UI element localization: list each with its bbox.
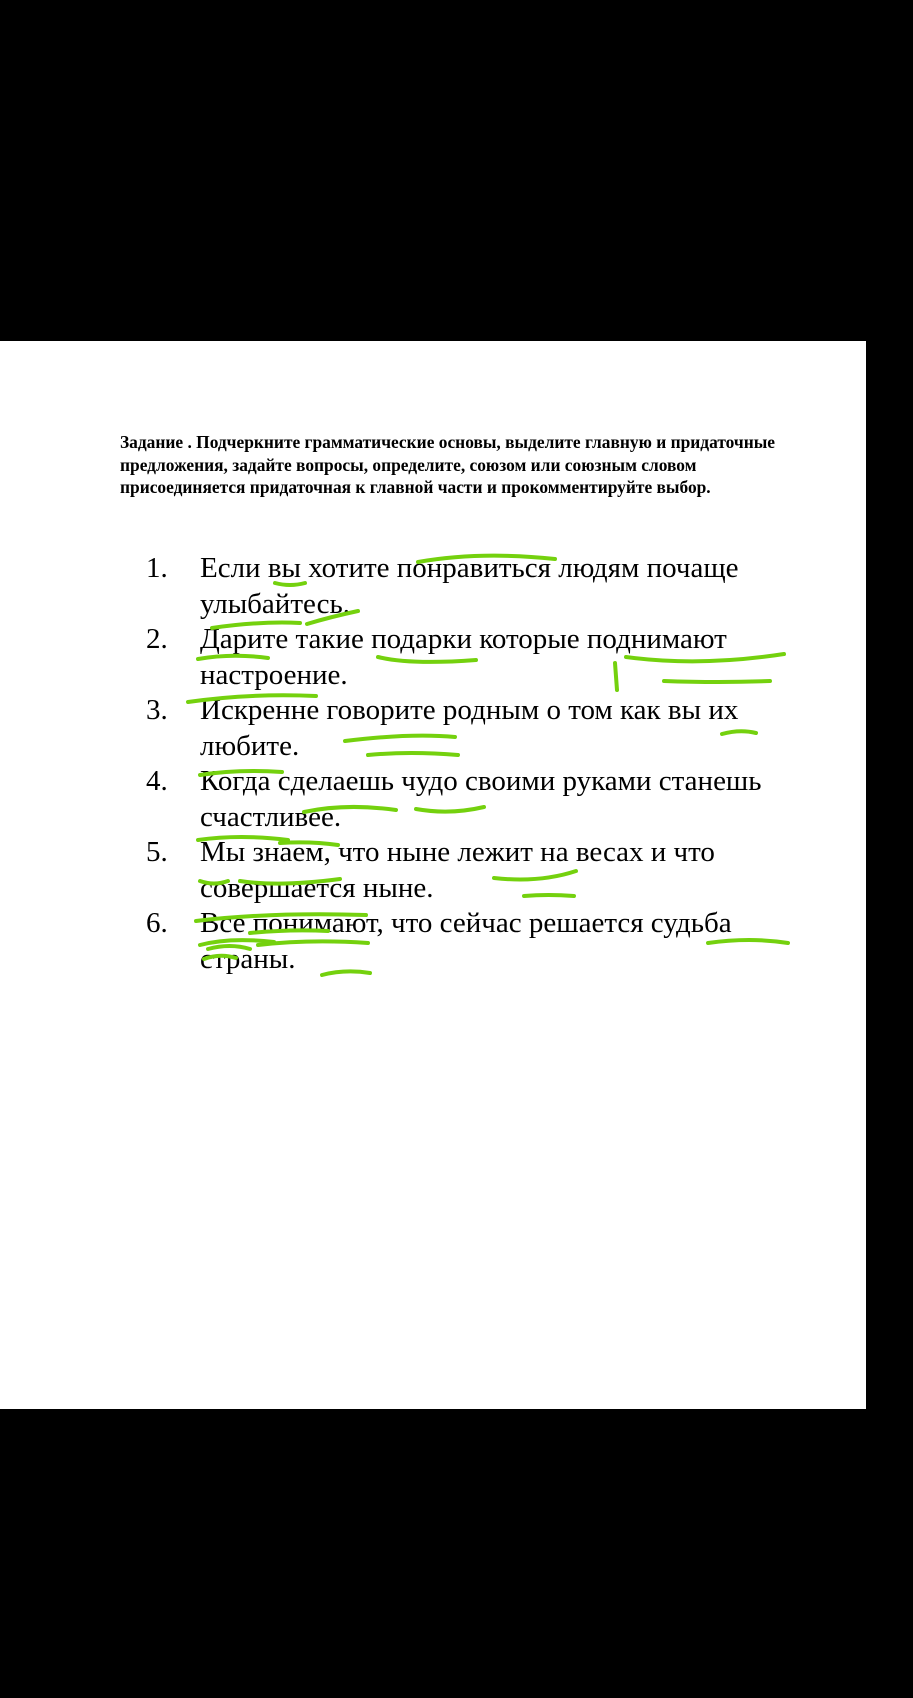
item-number: 5.: [146, 836, 168, 868]
task-instruction: Задание . Подчеркните грамматические основы, выделите главную и придаточные предложения, задайте вопросы, определите, союзом или союзным словом присоединяется придаточная к главной части и прокомментируйте выбор.: [120, 432, 776, 497]
item-text: Все понимают, что сейчас решается судьба страны.: [200, 907, 732, 975]
item-number: 1.: [146, 552, 168, 584]
document-page: [0, 341, 866, 1409]
item-text: Мы знаем, что ныне лежит на весах и что совершается ныне.: [200, 836, 715, 904]
item-text: Дарите такие подарки которые поднимают настроение.: [200, 623, 727, 691]
item-number: 6.: [146, 907, 168, 939]
item-number: 3.: [146, 694, 168, 726]
item-text: Если вы хотите понравиться людям почаще улыбайтесь.: [200, 552, 739, 620]
item-number: 2.: [146, 623, 168, 655]
item-text: Искренне говорите родным о том как вы их любите.: [200, 694, 739, 762]
item-number: 4.: [146, 765, 168, 797]
item-text: Когда сделаешь чудо своими руками станешь счастливее.: [200, 765, 762, 833]
